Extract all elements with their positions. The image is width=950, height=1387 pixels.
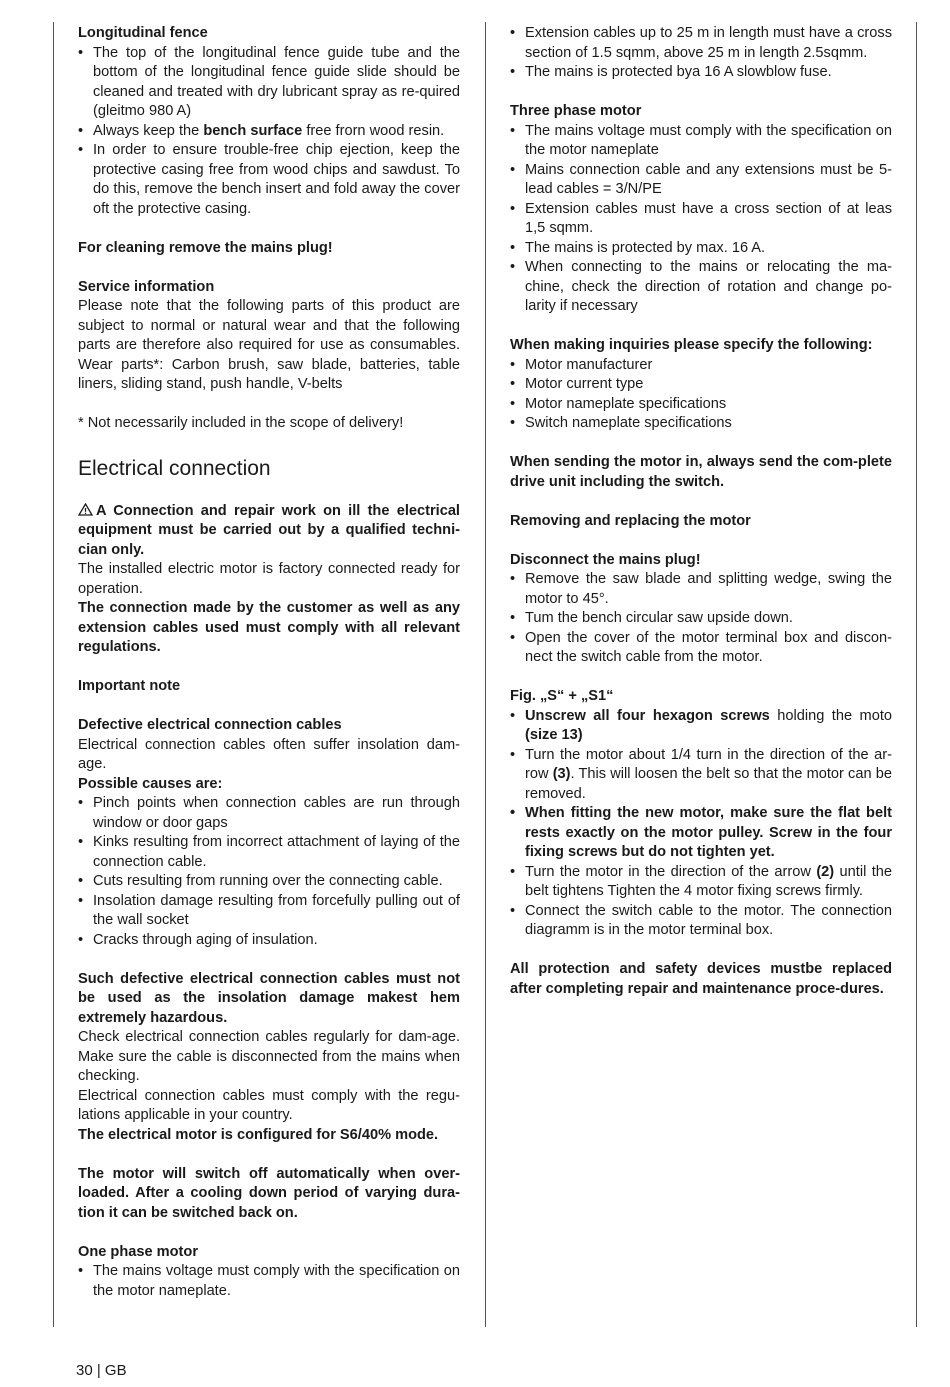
list-item: • When fitting the new motor, make sure the flat belt rests exactly on the motor pulley. Screw in the four fixing screws but do not tighten yet. — [510, 804, 892, 863]
causes-list — [78, 794, 460, 950]
important-note: Important note — [78, 678, 181, 694]
list-item: • Cracks through aging of insulation. — [78, 931, 460, 951]
disconnect-list — [510, 570, 892, 668]
left-column — [78, 24, 460, 1301]
causes-heading: Possible causes are: — [78, 775, 223, 792]
check-text: Check electrical connection cables regularly for dam-age. Make sure the cable is disconnected from the mains when checking. — [78, 1029, 460, 1084]
fig-steps-list — [510, 707, 892, 941]
list-item: • The top of the longitudinal fence guide tube and the bottom of the longitudinal fence guide slide should be cleaned and treated with dry lubricant spray as re-quired (gleitmo 980 A) — [78, 44, 460, 122]
list-item: • The mains voltage must comply with the specification on the motor nameplate. — [78, 1262, 460, 1301]
column-divider — [485, 22, 486, 1327]
list-item: • Connect the switch cable to the motor. The connection diagramm is in the motor terminal box. — [510, 902, 892, 941]
warning-paragraph: A Connection and repair work on ill the electrical equipment must be carried out by a qualified techni-cian only. — [78, 502, 460, 558]
three-phase-list — [510, 122, 892, 317]
one-phase-list-continued — [510, 24, 892, 83]
sending-text: When sending the motor in, always send the com-plete drive unit including the switch. — [510, 454, 892, 490]
one-phase-heading: One phase motor — [78, 1243, 199, 1260]
defective-text: Electrical connection cables often suffer insolation dam-age. — [78, 736, 460, 772]
page-number: 30 | GB — [76, 1362, 127, 1379]
list-item: • The mains is protected by max. 16 A. — [510, 239, 892, 259]
final-text: All protection and safety devices mustbe replaced after completing repair and maintenance proce-dures. — [510, 961, 892, 997]
list-item: • Remove the saw blade and splitting wedge, swing the motor to 45°. — [510, 570, 892, 609]
warning-triangle-icon — [78, 502, 93, 522]
overload-text: The motor will switch off automatically when over-loaded. After a cooling down period of varying dura-tion it can be switched back on. — [78, 1165, 460, 1221]
list-item: • In order to ensure trouble-free chip ejection, keep the protective casing free from wood chips and sawdust. To do this, remove the bench insert and fold away the cover oft the protective casing. — [78, 141, 460, 219]
defective-heading: Defective electrical connection cables — [78, 717, 342, 733]
disconnect-heading: Disconnect the mains plug! — [510, 551, 701, 568]
left-margin-rule — [53, 22, 54, 1327]
inquiries-heading: When making inquiries please specify the following: — [510, 337, 873, 353]
list-item: • Pinch points when connection cables are run through window or door gaps — [78, 794, 460, 833]
fence-list — [78, 44, 460, 220]
installed-text: The installed electric motor is factory connected ready for operation. — [78, 561, 460, 597]
hazard-text: Such defective electrical connection cables must not be used as the insolation damage makest hem extremely hazardous. — [78, 970, 460, 1026]
list-item: • Kinks resulting from incorrect attachment of laying of the connection cable. — [78, 833, 460, 872]
inquiries-list — [510, 356, 892, 434]
list-item: • Motor nameplate specifications — [510, 395, 892, 415]
list-item: • Always keep the bench surface free frorn wood resin. — [78, 122, 460, 142]
right-margin-rule — [916, 22, 917, 1327]
list-item: • Extension cables up to 25 m in length must have a cross section of 1.5 sqmm, above 25 m in length 2.5sqmm. — [510, 24, 892, 63]
list-item: • Extension cables must have a cross section of at leas 1,5 sqmm. — [510, 200, 892, 239]
cleaning-note: For cleaning remove the mains plug! — [78, 239, 333, 256]
service-heading: Service information — [78, 278, 215, 295]
list-item: • Open the cover of the motor terminal box and discon-nect the switch cable from the motor. — [510, 629, 892, 668]
list-item: • Switch nameplate specifications — [510, 414, 892, 434]
mode-text: The electrical motor is configured for S6/40% mode. — [78, 1126, 439, 1143]
list-item: • Mains connection cable and any extensions must be 5-lead cables = 3/N/PE — [510, 161, 892, 200]
list-item: • Motor manufacturer — [510, 356, 892, 376]
list-item: • Cuts resulting from running over the connecting cable. — [78, 872, 460, 892]
list-item: • Motor current type — [510, 375, 892, 395]
regulations-text: Electrical connection cables must comply with the regu-lations applicable in your country. — [78, 1087, 460, 1123]
section-title: Electrical connection — [78, 456, 271, 480]
list-item: • Tum the bench circular saw upside down. — [510, 609, 892, 629]
list-item: • Turn the motor about 1/4 turn in the direction of the ar-row (3). This will loosen the belt so that the motor can be removed. — [510, 746, 892, 805]
list-item: • Turn the motor in the direction of the arrow (2) until the belt tightens Tighten the 4 motor fixing screws firmly. — [510, 863, 892, 902]
fence-heading: Longitudinal fence — [78, 25, 208, 41]
right-column — [510, 24, 892, 999]
list-item: • Unscrew all four hexagon screws holding the moto (size 13) — [510, 707, 892, 746]
customer-connection: The connection made by the customer as well as any extension cables used must comply with all relevant regulations. — [78, 600, 460, 655]
fig-heading: Fig. „S“ + „S1“ — [510, 688, 614, 704]
list-item: • The mains voltage must comply with the specification on the motor nameplate — [510, 122, 892, 161]
three-phase-heading: Three phase motor — [510, 103, 642, 119]
list-item: • When connecting to the mains or relocating the ma-chine, check the direction of rotation and change po-larity if necessary — [510, 258, 892, 317]
list-item: • The mains is protected bya 16 A slowblow fuse. — [510, 63, 892, 83]
service-text: Please note that the following parts of this product are subject to normal or natural wear and that the following parts are therefore also required for use as consumables. Wear parts*: Carbon brush, saw blade, batteries, table liners, sliding stand, push handle, V-belts — [78, 298, 460, 392]
one-phase-list — [78, 1262, 460, 1301]
removing-heading: Removing and replacing the motor — [510, 512, 751, 529]
footnote: * Not necessarily included in the scope of delivery! — [78, 415, 404, 431]
list-item: • Insolation damage resulting from forcefully pulling out of the wall socket — [78, 892, 460, 931]
